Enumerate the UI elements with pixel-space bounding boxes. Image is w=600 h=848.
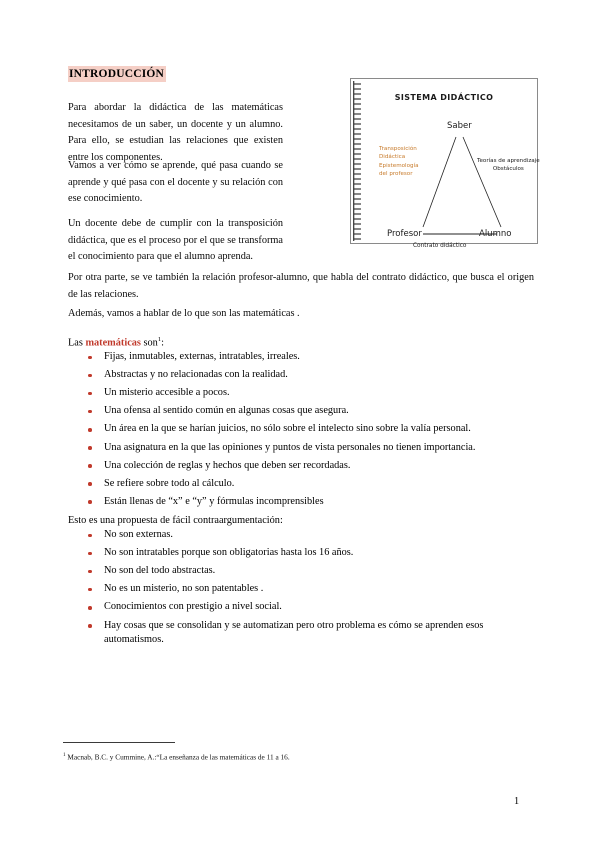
list-item: Fijas, inmutables, externas, intratables, irreales. [88,350,538,365]
list-item: Se refiere sobre todo al cálculo. [88,477,538,492]
list-item: Hay cosas que se consolidan y se automatizan pero otro problema es cómo se aprenden esos automatismos. [88,619,538,649]
list-two-lead: Esto es una propuesta de fácil contraargumentación: [68,515,283,526]
list-one-lead-suffix: son [140,337,158,349]
paragraph-2: Vamos a ver cómo se aprende, qué pasa cuando se aprende y qué pasa con el docente y su relación con ese conocimiento. [68,160,283,205]
footnote-marker: 1 [63,752,66,758]
list-item: Una ofensa al sentido común en algunas cosas que asegura. [88,404,538,419]
paragraph-5: Además, vamos a hablar de lo que son las matemáticas . [68,308,300,319]
diagram-label-left-line1: Transposición [379,146,417,152]
page-number: 1 [514,796,520,807]
diagram-label-left-line4: del profesor [379,171,413,178]
footnote-separator [63,742,175,743]
diagram-label-left-line3: Epistemología [379,162,419,169]
list-item: Una colección de reglas y hechos que deben ser recordadas. [88,459,538,474]
list-item: Conocimientos con prestigio a nivel social. [88,600,538,615]
diagram-label-right-line1: Teorías de aprendizaje [477,158,540,164]
list-item: No son externas. [88,528,538,543]
paragraph-1: Para abordar la didáctica de las matemáticas necesitamos de un saber, un docente y un alumno. Para ello, se estudian las relaciones que existen entre los componentes. [68,102,283,164]
list-item: No son del todo abstractas. [88,564,538,579]
page-title: INTRODUCCIÓN [68,66,166,82]
list-item: No son intratables porque son obligatorias hasta los 16 años. [88,546,538,561]
list-one [88,350,538,513]
sistema-didactico-diagram [350,78,540,249]
diagram-label-left [379,145,419,179]
footnote-text: Macnab, B.C. y Cummine, A.:“La enseñanza de las matemáticas de 11 a 16. [67,752,290,762]
footnote-reference: 1 [157,336,162,343]
list-one-lead-colon: : [161,337,164,349]
diagram-label-right [477,157,540,174]
diagram-node-alumno: Alumno [479,229,512,239]
list-item: Abstractas y no relacionadas con la realidad. [88,368,538,383]
list-item: Un misterio accesible a pocos. [88,386,538,401]
list-item: Están llenas de “x” e “y” y fórmulas incomprensibles [88,495,538,510]
paragraph-3: Un docente debe de cumplir con la transposición didáctica, que es el proceso por el que se transforma el conocimiento para que el alumno aprenda. [68,218,284,263]
diagram-label-right-line2: Obstáculos [492,166,524,173]
list-item: No es un misterio, no son patentables . [88,582,538,597]
list-one-lead-accent: matemáticas [85,337,141,349]
diagram-title: SISTEMA DIDÁCTICO [394,93,494,102]
paragraph-4: Por otra parte, se ve también la relación profesor-alumno, que habla del contrato didáctico, que busca el origen de las relaciones. [68,272,534,300]
diagram-node-profesor: Profesor [387,229,422,239]
list-item: Una asignatura en la que las opiniones y puntos de vista personales no tienen importancia. [88,441,538,456]
diagram-label-left-line2: Didáctica [379,154,406,161]
diagram-label-bottom: Contrato didáctico [413,243,467,249]
diagram-node-saber: Saber [447,121,472,131]
list-two [88,528,538,652]
list-one-lead-prefix: Las [68,337,86,349]
footnote [63,752,523,763]
list-item: Un área en la que se harían juicios, no sólo sobre el intelecto sino sobre la valía personal. [88,422,538,437]
